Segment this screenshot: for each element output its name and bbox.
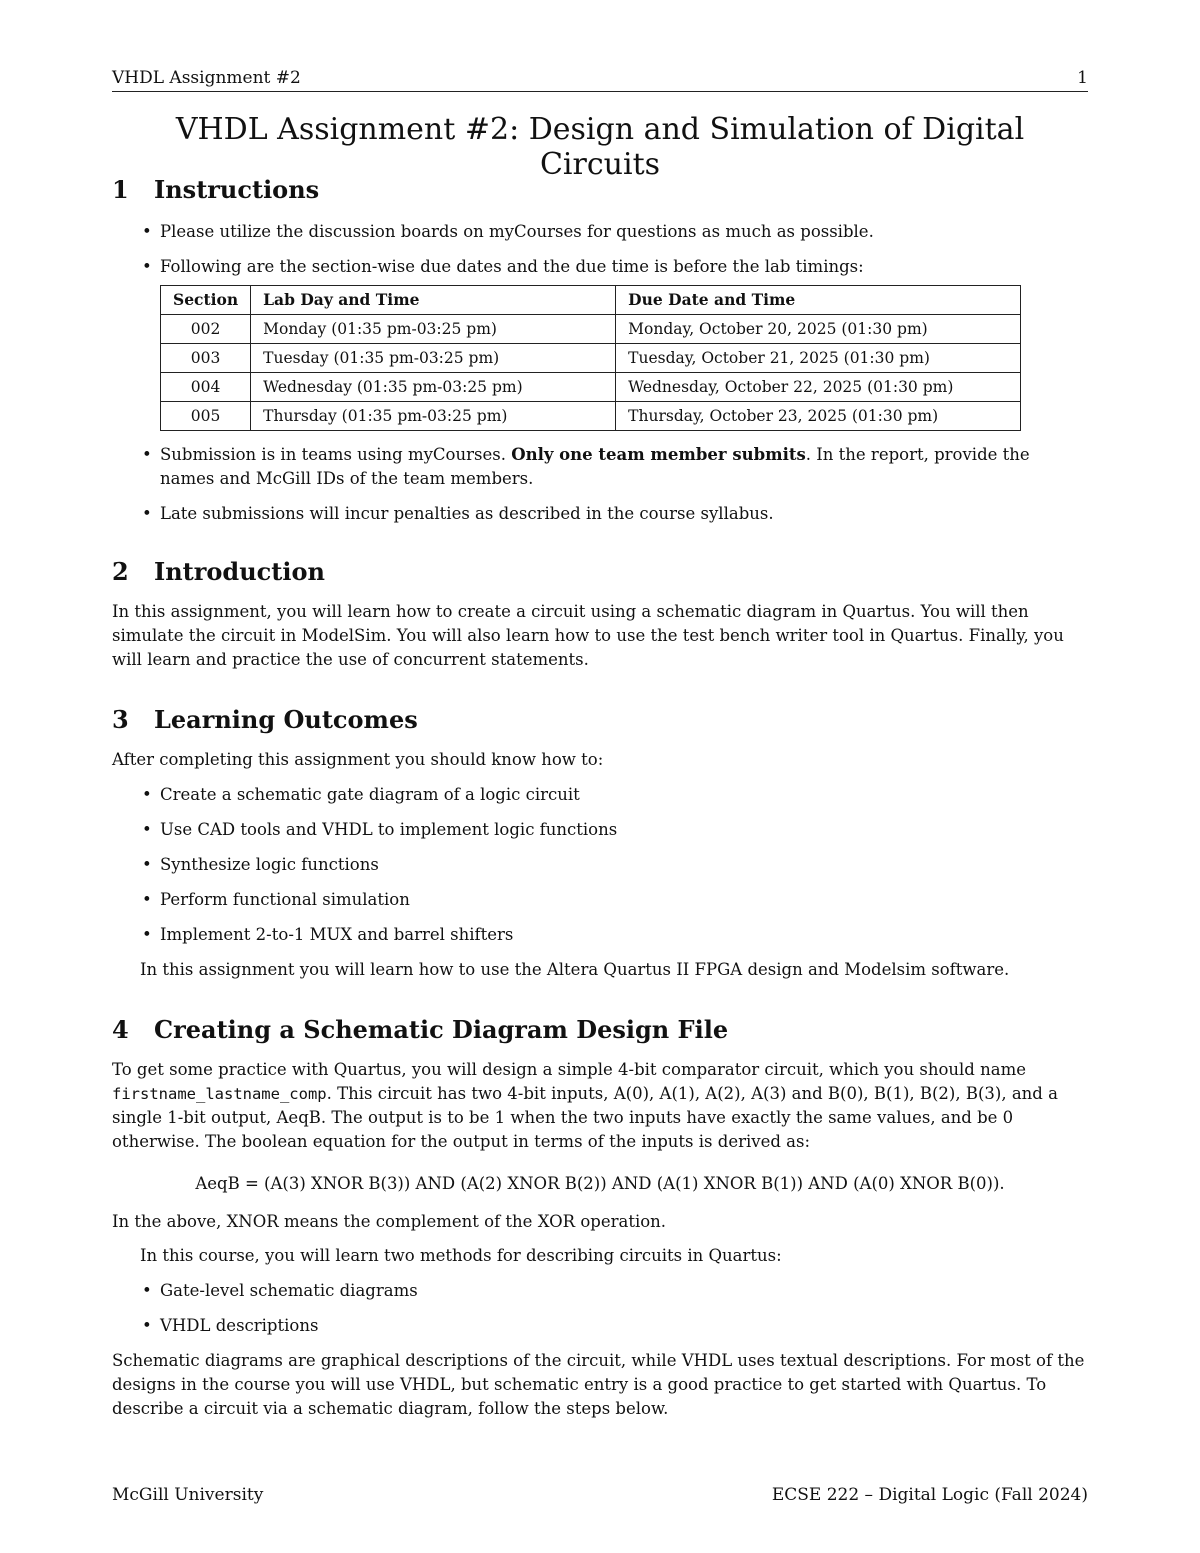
header-title: VHDL Assignment #2 [112,68,301,88]
footer-course: ECSE 222 – Digital Logic (Fall 2024) [771,1485,1088,1505]
running-header [112,68,1088,92]
list-item: • Implement 2-to-1 MUX and barrel shifters [160,923,1088,947]
xnor-note: In the above, XNOR means the complement of the XOR operation. [112,1212,667,1231]
section-1-heading: 1 Instructions [112,175,320,204]
outcomes-list [112,783,1088,947]
table-cell: Wednesday, October 22, 2025 (01:30 pm) [616,373,1021,402]
due-dates-table [160,285,1021,431]
list-item: • Synthesize logic functions [160,853,1088,877]
outcomes-outro: In this assignment you will learn how to use the Altera Quartus II FPGA design and Modelsim software. [140,960,1010,979]
table-row [161,402,1021,431]
introduction-paragraph: In this assignment, you will learn how to create a circuit using a schematic diagram in Quartus. You will then simulate the circuit in ModelSim. You will also learn how to use the test bench writer tool in Quartus. Finally, you will learn and practice the use of concurrent statements. [112,602,1064,669]
instructions-list [112,220,1088,279]
section-4-heading: 4 Creating a Schematic Diagram Design File [112,1015,729,1044]
list-item: • VHDL descriptions [160,1314,1088,1338]
page-number: 1 [1077,68,1088,88]
list-item: • Perform functional simulation [160,888,1088,912]
section-3-heading: 3 Learning Outcomes [112,705,418,734]
table-cell: Thursday, October 23, 2025 (01:30 pm) [616,402,1021,431]
table-cell: 005 [161,402,251,431]
list-item: • Following are the section-wise due dates and the due time is before the lab timings: [160,255,1088,279]
table-cell: 002 [161,315,251,344]
column-header: Due Date and Time [616,286,1021,315]
column-header: Section [161,286,251,315]
document-body [112,172,1088,1421]
comparator-paragraph: To get some practice with Quartus, you will design a simple 4-bit comparator circuit, which you should name firstname_lastname_comp. This circuit has two 4-bit inputs, A(0), A(1), A(2), A(3) and B(0), B(1), B(2), B(3), and a single 1-bit output, AeqB. The output is to be 1 when the two inputs have exactly the same values, and be 0 otherwise. The boolean equation for the output in terms of the inputs is derived as: [112,1060,1058,1151]
list-item: • Please utilize the discussion boards on myCourses for questions as much as possible. [160,220,1088,244]
table-cell: 003 [161,344,251,373]
outcomes-intro: After completing this assignment you should know how to: [112,750,604,769]
emphasis-text: Only one team member submits [511,445,806,464]
section-2-heading: 2 Introduction [112,557,325,586]
table-cell: Monday, October 20, 2025 (01:30 pm) [616,315,1021,344]
table-row [161,373,1021,402]
list-item: • Create a schematic gate diagram of a logic circuit [160,783,1088,807]
table-row [161,315,1021,344]
list-item: • Late submissions will incur penalties as described in the course syllabus. [160,502,1088,526]
boolean-equation: AeqB = (A(3) XNOR B(3)) AND (A(2) XNOR B(2)) AND (A(1) XNOR B(1)) AND (A(0) XNOR B(0)). [195,1174,1005,1193]
column-header: Lab Day and Time [251,286,616,315]
list-item: • Use CAD tools and VHDL to implement logic functions [160,818,1088,842]
page-footer [112,1485,1088,1505]
table-row [161,344,1021,373]
code-identifier: firstname_lastname_comp [112,1085,327,1103]
methods-list [112,1279,1088,1338]
footer-institution: McGill University [112,1485,264,1505]
table-cell: Thursday (01:35 pm-03:25 pm) [251,402,616,431]
methods-intro: In this course, you will learn two methods for describing circuits in Quartus: [140,1246,782,1265]
submission-list [112,443,1088,526]
table-cell: Tuesday, October 21, 2025 (01:30 pm) [616,344,1021,373]
table-cell: 004 [161,373,251,402]
list-item: • Gate-level schematic diagrams [160,1279,1088,1303]
table-cell: Wednesday (01:35 pm-03:25 pm) [251,373,616,402]
document-title: VHDL Assignment #2: Design and Simulation of Digital Circuits [175,112,1025,182]
table-cell: Monday (01:35 pm-03:25 pm) [251,315,616,344]
table-cell: Tuesday (01:35 pm-03:25 pm) [251,344,616,373]
schematic-paragraph: Schematic diagrams are graphical descriptions of the circuit, while VHDL uses textual descriptions. For most of the designs in the course you will use VHDL, but schematic entry is a good practice to get started with Quartus. To describe a circuit via a schematic diagram, follow the steps below. [112,1351,1085,1418]
list-item: • Submission is in teams using myCourses. Only one team member submits. In the report, provide the names and McGill IDs of the team members. [160,443,1088,491]
table-header-row [161,286,1021,315]
